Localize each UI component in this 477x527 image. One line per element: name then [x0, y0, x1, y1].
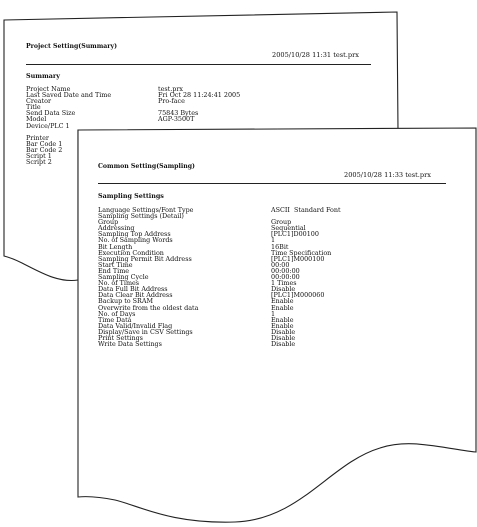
back-page-section-title: Summary [26, 72, 61, 80]
row-label: Addressing [98, 224, 135, 233]
row-label: Display/Save in CSV Settings [98, 327, 193, 336]
row-value: Enable [271, 303, 294, 312]
row-value: 1 Times [271, 279, 297, 288]
row-value: Enable [271, 297, 294, 306]
row-label: Title [26, 103, 41, 112]
row-value: test.prx [158, 86, 183, 93]
row-value: Disable [271, 340, 296, 349]
row-label: Printer [26, 133, 49, 142]
row-label: Model [26, 115, 47, 124]
row-label: Write Data Settings [98, 340, 162, 349]
back-page-rule [26, 64, 371, 65]
row-label: Sampling Permit Bit Address [98, 254, 192, 263]
row-label: No. of Days [98, 309, 136, 318]
front-page-title: Common Setting(Sampling) [98, 163, 195, 170]
table-row [98, 341, 398, 347]
row-label: End Time [98, 266, 130, 275]
row-value: Group [271, 218, 292, 227]
row-label: Sampling Top Address [98, 230, 171, 239]
row-label: Start Time [98, 260, 133, 269]
back-page-table [26, 86, 286, 166]
row-value: 75843 Bytes [158, 109, 199, 118]
row-label: Group [98, 218, 119, 227]
row-value: 16Bit [271, 242, 289, 251]
row-label: Project Name [26, 86, 71, 93]
row-value: 00:00:00 [271, 266, 300, 275]
row-label: No. of Sampling Words [98, 236, 173, 245]
row-value: 00:00:00 [271, 273, 300, 282]
back-page-timestamp: 2005/10/28 11:31 test.prx [272, 51, 359, 59]
row-value: [PLC1]M000100 [271, 254, 325, 263]
row-label: Bar Code 2 [26, 145, 63, 154]
row-value: 1 [271, 236, 276, 245]
row-label: Script 2 [26, 158, 52, 166]
row-label: Sampling Cycle [98, 273, 149, 282]
row-value: Pro-face [158, 97, 185, 106]
row-value: ASCII Standard Font [271, 207, 341, 214]
row-label: Data Full Bit Address [98, 285, 168, 294]
row-value: [PLC1]D00100 [271, 230, 319, 239]
row-label: Execution Condition [98, 248, 164, 257]
front-page-section-title: Sampling Settings [98, 192, 164, 200]
row-value: 00:00 [271, 260, 290, 269]
row-label: Send Data Size [26, 109, 76, 118]
front-page-rule [98, 183, 446, 184]
row-value: Sequential [271, 224, 306, 233]
row-label: Data Valid/Invalid Flag [98, 321, 173, 330]
row-value: Disable [271, 285, 296, 294]
row-value: Enable [271, 321, 294, 330]
row-label: Time Data [98, 315, 132, 324]
row-label: Bar Code 1 [26, 139, 63, 148]
row-value: [PLC1]M000060 [271, 291, 325, 300]
row-value: Fri Oct 28 11:24:41 2005 [158, 91, 241, 100]
row-value: 1 [271, 309, 276, 318]
front-page-table [98, 207, 398, 357]
row-value: Disable [271, 327, 296, 336]
row-label: Data Clear Bit Address [98, 291, 173, 300]
row-label: Overwrite from the oldest data [98, 303, 199, 312]
row-label: Last Saved Date and Time [26, 91, 112, 100]
row-label: Bit Length [98, 242, 133, 251]
row-value: Disable [271, 333, 296, 342]
back-page-title: Project Setting(Summary) [26, 43, 118, 50]
row-label: Device/PLC 1 [26, 121, 70, 130]
row-label: Sampling Settings (Detail) [98, 212, 184, 221]
row-label: Creator [26, 97, 52, 106]
row-value: Time Specification [271, 248, 332, 257]
front-page-timestamp: 2005/10/28 11:33 test.prx [344, 171, 431, 179]
row-label: No. of Times [98, 279, 140, 288]
row-value: AGP-3500T [158, 115, 195, 124]
row-label: Print Settings [98, 333, 143, 342]
row-value: Enable [271, 315, 294, 324]
row-label: Language Settings/Font Type [98, 207, 194, 214]
row-label: Backup to SRAM [98, 297, 153, 306]
row-label: Script 1 [26, 152, 52, 161]
